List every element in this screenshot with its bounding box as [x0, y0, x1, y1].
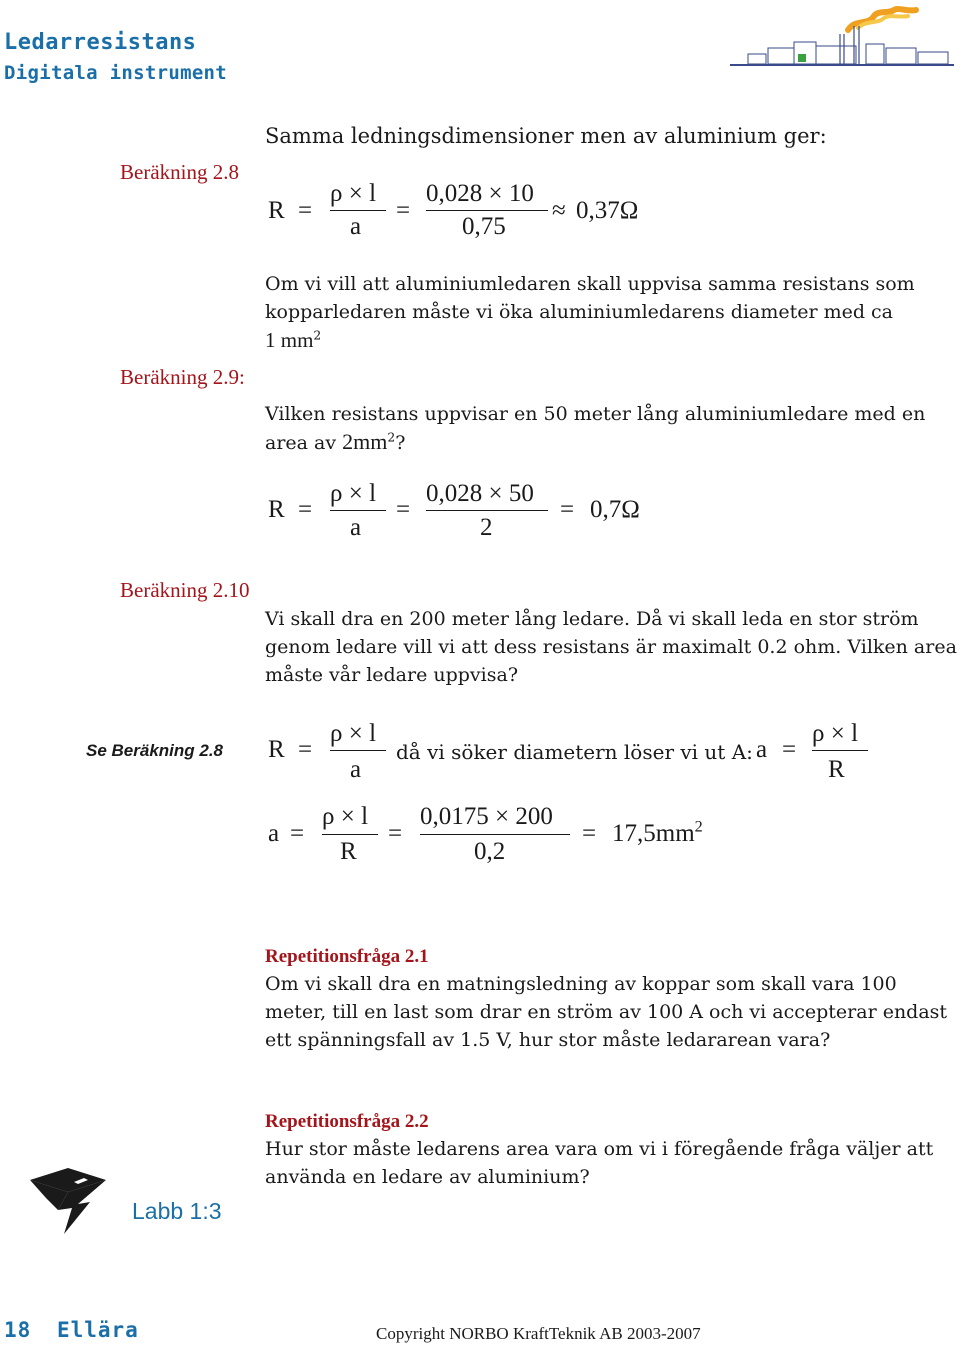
label-see-calc: Se Beräkning 2.8: [86, 741, 224, 760]
eq2-lhs: R: [268, 496, 285, 523]
eq2-den1: a: [350, 514, 362, 541]
aluminium-paragraph: [265, 270, 955, 355]
eq2-den2: 2: [480, 514, 493, 541]
label-calc-2-10: Beräkning 2.10: [120, 578, 250, 602]
calc-2-9-area-exp: 2: [387, 430, 396, 445]
aluminium-diameter-value: 1 mm: [265, 328, 314, 352]
label-calc-2-8: Beräkning 2.8: [120, 160, 239, 184]
intro-text: Samma ledningsdimensioner men av aluminium ger:: [265, 124, 827, 148]
eq1-num2: 0,028 × 10: [426, 180, 534, 207]
copyright-text: Copyright NORBO KraftTeknik AB 2003-2007: [376, 1324, 701, 1343]
eq3-lhs-2: a: [756, 736, 768, 763]
eq2-num2: 0,028 × 50: [426, 480, 534, 507]
eq3-equals-2: =: [782, 736, 797, 763]
eq3-lhs: R: [268, 736, 285, 763]
eq3-middle-text: då vi söker diametern löser vi ut A:: [396, 740, 753, 764]
aluminium-paragraph-text: Om vi vill att aluminiumledaren skall uppvisa samma resistans som kopparledaren måste vi öka aluminiumledarens diameter med ca: [265, 273, 915, 323]
header-title: Ledarresistans: [4, 30, 197, 55]
eq3-num2: ρ × l: [812, 720, 859, 747]
eq4-den1: R: [340, 838, 357, 865]
book-title: Ellära: [56, 1318, 139, 1342]
lab-link[interactable]: Labb 1:3: [132, 1198, 222, 1224]
lightning-bolt-icon: [28, 1168, 108, 1236]
eq3-num1: ρ × l: [330, 720, 377, 747]
eq1-den2: 0,75: [462, 213, 506, 240]
eq4-num2: 0,0175 × 200: [420, 803, 553, 830]
eq1-lhs: R: [268, 197, 285, 224]
eq1-num1: ρ × l: [330, 180, 377, 207]
eq4-equals-2: =: [388, 820, 403, 847]
eq4-num1: ρ × l: [322, 803, 369, 830]
eq1-equals: =: [298, 197, 313, 224]
rep-question-2-2-text: Hur stor måste ledarens area vara om vi i föregående fråga väljer att använda en ledare av aluminium?: [265, 1138, 934, 1188]
eq3-den2: R: [828, 756, 845, 783]
factory-logo-icon: [728, 4, 956, 70]
eq3-den1: a: [350, 756, 362, 783]
eq4-result-value: 17,5mm: [612, 820, 695, 847]
eq4-lhs: a: [268, 820, 280, 847]
eq4-equals: =: [290, 820, 305, 847]
eq4-result-exp: 2: [694, 817, 703, 836]
eq4-den2: 0,2: [474, 838, 506, 865]
calc-2-9-text: Vilken resistans uppvisar en 50 meter lång aluminiumledare med en area av: [265, 403, 926, 454]
calc-2-9-area: 2mm: [342, 429, 388, 454]
eq3-equals: =: [298, 736, 313, 763]
rep-question-2-1-title: Repetitionsfråga 2.1: [265, 946, 429, 967]
eq2-num1: ρ × l: [330, 480, 377, 507]
eq4-equals-3: =: [582, 820, 597, 847]
aluminium-diameter-exp: 2: [313, 328, 322, 343]
eq2-equals: =: [298, 496, 313, 523]
eq2-result: 0,7Ω: [590, 496, 640, 523]
calc-2-10-text: Vi skall dra en 200 meter lång ledare. Då vi skall leda en stor ström genom ledare vill vi att dess resistans är maximalt 0.2 ohm. Vilken area måste vår ledare uppvisa?: [265, 608, 957, 686]
eq4-result: [612, 817, 703, 848]
eq2-equals-3: =: [560, 496, 575, 523]
header-subtitle: Digitala instrument: [4, 62, 228, 84]
calc-2-9-qmark: ?: [395, 432, 406, 454]
eq1-result: 0,37Ω: [576, 197, 639, 224]
eq1-approx: ≈: [552, 197, 566, 224]
eq2-equals-2: =: [396, 496, 411, 523]
label-calc-2-9: Beräkning 2.9:: [120, 365, 245, 389]
rep-question-2-2-title: Repetitionsfråga 2.2: [265, 1111, 429, 1132]
rep-question-2-1-text: Om vi skall dra en matningsledning av koppar som skall vara 100 meter, till en last som drar en ström av 100 A och vi accepterar endast ett spänningsfall av 1.5 V, hur stor måste ledararean vara?: [265, 973, 948, 1051]
footer-page-info: [4, 1318, 139, 1342]
page-number: 18: [4, 1318, 32, 1342]
calc-2-9-question: [265, 400, 955, 457]
eq1-den1: a: [350, 213, 362, 240]
eq1-equals-2: =: [396, 197, 411, 224]
